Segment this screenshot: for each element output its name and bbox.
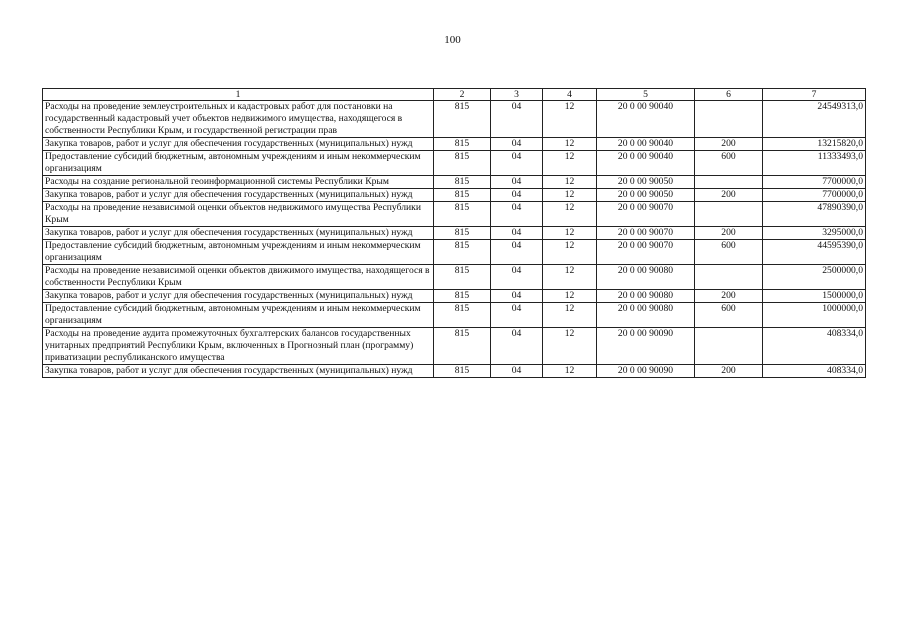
column-header: 3 [491, 89, 543, 101]
expense-type-code: 200 [695, 290, 763, 303]
target-article-code: 20 0 00 90070 [597, 202, 695, 227]
section-code: 04 [491, 303, 543, 328]
expense-type-code: 200 [695, 189, 763, 202]
target-article-code: 20 0 00 90090 [597, 328, 695, 365]
expense-type-code [695, 265, 763, 290]
expense-type-code: 200 [695, 138, 763, 151]
column-header: 4 [543, 89, 597, 101]
amount: 1000000,0 [763, 303, 866, 328]
expenditure-name: Закупка товаров, работ и услуг для обеспечения государственных (муниципальных) нужд [43, 365, 434, 378]
expenditure-name: Закупка товаров, работ и услуг для обеспечения государственных (муниципальных) нужд [43, 138, 434, 151]
table-row [43, 227, 866, 240]
table-row [43, 303, 866, 328]
subsection-code: 12 [543, 240, 597, 265]
section-code: 04 [491, 365, 543, 378]
subsection-code: 12 [543, 303, 597, 328]
subsection-code: 12 [543, 265, 597, 290]
section-code: 04 [491, 227, 543, 240]
subsection-code: 12 [543, 227, 597, 240]
ministry-code: 815 [434, 202, 491, 227]
table-row [43, 202, 866, 227]
subsection-code: 12 [543, 328, 597, 365]
ministry-code: 815 [434, 328, 491, 365]
expense-type-code: 600 [695, 303, 763, 328]
column-header: 7 [763, 89, 866, 101]
subsection-code: 12 [543, 138, 597, 151]
table-row [43, 328, 866, 365]
column-header: 6 [695, 89, 763, 101]
section-code: 04 [491, 151, 543, 176]
table-row [43, 176, 866, 189]
expense-type-code [695, 328, 763, 365]
target-article-code: 20 0 00 90070 [597, 240, 695, 265]
table-row [43, 265, 866, 290]
target-article-code: 20 0 00 90050 [597, 189, 695, 202]
expenditure-name: Закупка товаров, работ и услуг для обеспечения государственных (муниципальных) нужд [43, 189, 434, 202]
subsection-code: 12 [543, 290, 597, 303]
expenditure-name: Расходы на проведение независимой оценки объектов недвижимого имущества Республики Крым [43, 202, 434, 227]
section-code: 04 [491, 290, 543, 303]
subsection-code: 12 [543, 365, 597, 378]
section-code: 04 [491, 265, 543, 290]
section-code: 04 [491, 240, 543, 265]
amount: 44595390,0 [763, 240, 866, 265]
amount: 11333493,0 [763, 151, 866, 176]
expenditure-name: Расходы на проведение независимой оценки объектов движимого имущества, находящегося в собственности Республики Крым [43, 265, 434, 290]
ministry-code: 815 [434, 101, 491, 138]
section-code: 04 [491, 176, 543, 189]
table-row [43, 151, 866, 176]
target-article-code: 20 0 00 90040 [597, 101, 695, 138]
section-code: 04 [491, 138, 543, 151]
target-article-code: 20 0 00 90090 [597, 365, 695, 378]
section-code: 04 [491, 101, 543, 138]
column-header: 5 [597, 89, 695, 101]
amount: 1500000,0 [763, 290, 866, 303]
amount: 408334,0 [763, 328, 866, 365]
expense-type-code [695, 176, 763, 189]
expenditure-name: Расходы на создание региональной геоинформационной системы Республики Крым [43, 176, 434, 189]
target-article-code: 20 0 00 90040 [597, 138, 695, 151]
ministry-code: 815 [434, 365, 491, 378]
ministry-code: 815 [434, 151, 491, 176]
amount: 47890390,0 [763, 202, 866, 227]
amount: 7700000,0 [763, 176, 866, 189]
expenditure-name: Закупка товаров, работ и услуг для обеспечения государственных (муниципальных) нужд [43, 227, 434, 240]
subsection-code: 12 [543, 189, 597, 202]
table-row [43, 365, 866, 378]
amount: 408334,0 [763, 365, 866, 378]
expenditure-name: Предоставление субсидий бюджетным, автономным учреждениям и иным некоммерческим организациям [43, 303, 434, 328]
table-body [43, 101, 866, 378]
section-code: 04 [491, 202, 543, 227]
expenditure-name: Закупка товаров, работ и услуг для обеспечения государственных (муниципальных) нужд [43, 290, 434, 303]
expense-type-code [695, 202, 763, 227]
ministry-code: 815 [434, 290, 491, 303]
target-article-code: 20 0 00 90080 [597, 290, 695, 303]
subsection-code: 12 [543, 101, 597, 138]
table-row [43, 101, 866, 138]
ministry-code: 815 [434, 303, 491, 328]
target-article-code: 20 0 00 90050 [597, 176, 695, 189]
ministry-code: 815 [434, 176, 491, 189]
subsection-code: 12 [543, 176, 597, 189]
amount: 13215820,0 [763, 138, 866, 151]
budget-table [42, 88, 866, 378]
amount: 7700000,0 [763, 189, 866, 202]
expenditure-name: Расходы на проведение землеустроительных и кадастровых работ для постановки на государственный кадастровый учет объектов недвижимого имущества, находящегося в собственности Республики Крым, и государственной регистрации прав [43, 101, 434, 138]
expenditure-name: Предоставление субсидий бюджетным, автономным учреждениям и иным некоммерческим организациям [43, 240, 434, 265]
target-article-code: 20 0 00 90080 [597, 265, 695, 290]
expense-type-code: 600 [695, 151, 763, 176]
expenditure-name: Расходы на проведение аудита промежуточных бухгалтерских балансов государственных унитарных предприятий Республики Крым, включенных в Прогнозный план (программу) приватизации республиканского имущества [43, 328, 434, 365]
amount: 24549313,0 [763, 101, 866, 138]
expense-type-code: 600 [695, 240, 763, 265]
column-header: 1 [43, 89, 434, 101]
ministry-code: 815 [434, 265, 491, 290]
target-article-code: 20 0 00 90040 [597, 151, 695, 176]
amount: 3295000,0 [763, 227, 866, 240]
amount: 2500000,0 [763, 265, 866, 290]
target-article-code: 20 0 00 90080 [597, 303, 695, 328]
expense-type-code: 200 [695, 365, 763, 378]
ministry-code: 815 [434, 138, 491, 151]
expense-type-code: 200 [695, 227, 763, 240]
ministry-code: 815 [434, 189, 491, 202]
expense-type-code [695, 101, 763, 138]
ministry-code: 815 [434, 240, 491, 265]
column-header: 2 [434, 89, 491, 101]
subsection-code: 12 [543, 151, 597, 176]
section-code: 04 [491, 189, 543, 202]
table-row [43, 240, 866, 265]
table-row [43, 189, 866, 202]
table-row [43, 138, 866, 151]
ministry-code: 815 [434, 227, 491, 240]
subsection-code: 12 [543, 202, 597, 227]
page-number: 100 [444, 34, 461, 46]
section-code: 04 [491, 328, 543, 365]
header-row [43, 89, 866, 101]
target-article-code: 20 0 00 90070 [597, 227, 695, 240]
table-row [43, 290, 866, 303]
expenditure-name: Предоставление субсидий бюджетным, автономным учреждениям и иным некоммерческим организациям [43, 151, 434, 176]
